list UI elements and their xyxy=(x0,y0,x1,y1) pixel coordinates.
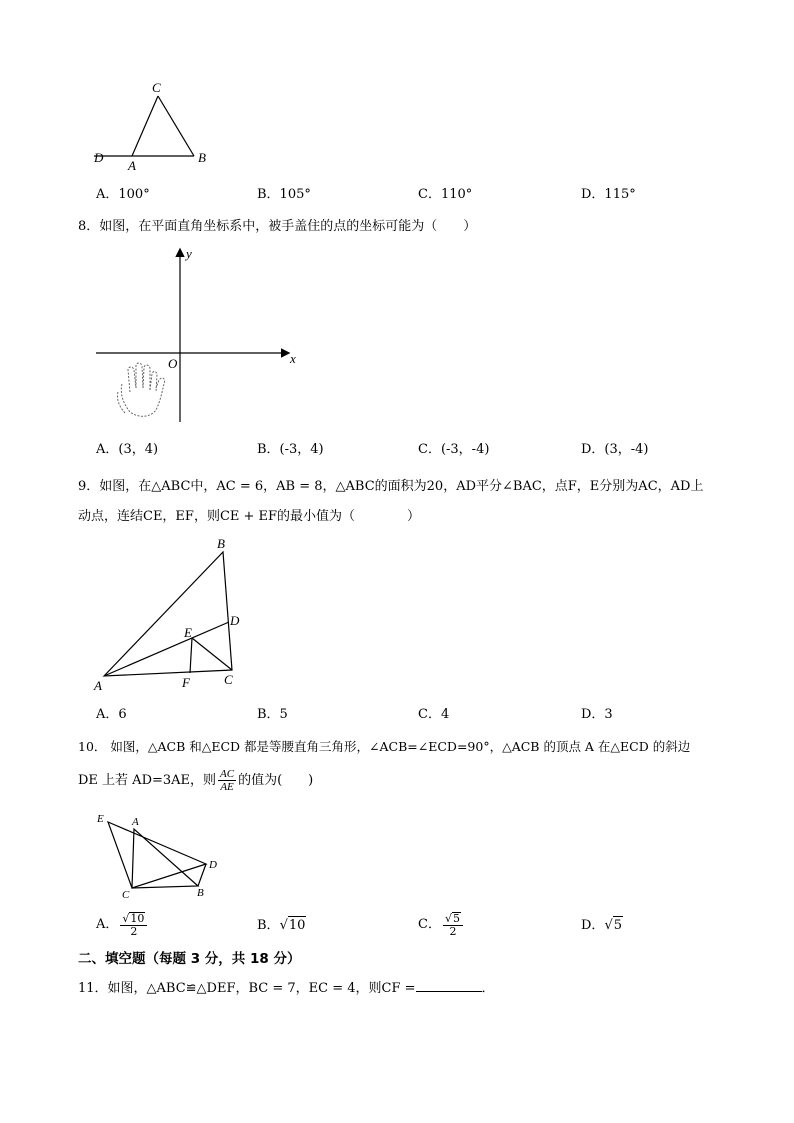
section-heading: 二、填空题（每题 3 分，共 18 分） xyxy=(78,951,301,967)
q7-label-d: D xyxy=(94,150,104,165)
q10-option-c-frac: $\frac{√5}{2}$ xyxy=(443,912,463,938)
q8-figure xyxy=(92,242,307,427)
q8-label-o: O xyxy=(168,356,178,371)
answer-blank[interactable] xyxy=(416,977,482,992)
q10-frac-den: AE xyxy=(220,781,234,793)
q10-label-c: C xyxy=(122,889,130,900)
q10-option-d-rad: 5 xyxy=(613,918,623,933)
q7-line-cb xyxy=(158,96,194,156)
q7-label-c: C xyxy=(152,80,161,95)
q11-stem-text: 11．如图，△ABC≌△DEF，BC = 7，EC = 4，则CF = xyxy=(78,981,416,996)
q10-option-b: B．√10 xyxy=(257,918,306,933)
q10-frac-num: AC xyxy=(220,768,235,780)
q9-stem-line1: 9．如图，在△ABC中，AC = 6，AB = 8，△ABC的面积为20，AD平分∠BAC，点F，E分别为AC，AD上 xyxy=(78,479,704,494)
q8-label-y: y xyxy=(186,246,192,261)
q10-label-d: D xyxy=(209,859,217,871)
q10-option-a-prefix: A． xyxy=(96,917,119,932)
q9-option-b: B．5 xyxy=(257,707,288,722)
q8-option-b: B．(-3，4) xyxy=(257,442,324,457)
q7-label-b: B xyxy=(198,150,206,165)
q8-label-x: x xyxy=(290,351,296,366)
q10-option-c-prefix: C． xyxy=(418,917,441,932)
q9-line-ef xyxy=(190,638,192,673)
q9-label-a: A xyxy=(94,678,102,693)
q9-label-e: E xyxy=(184,625,192,640)
q10-stem-line2 xyxy=(78,766,313,796)
q9-stem-line2: 动点，连结CE，EF，则CE + EF的最小值为（ ） xyxy=(78,509,421,524)
q8-option-d: D．(3，-4) xyxy=(581,442,649,457)
q11-stem xyxy=(78,977,495,998)
q10-option-b-prefix: B． xyxy=(257,918,280,933)
q7-option-b: B．105° xyxy=(257,187,311,202)
hand-icon xyxy=(117,363,164,416)
q10-triangle-acb xyxy=(132,829,198,888)
q9-line-ec xyxy=(192,638,232,670)
q9-label-c: C xyxy=(224,672,233,687)
q10-stem-line2-b: 的值为( ) xyxy=(238,773,314,788)
q10-option-d: D．√5 xyxy=(581,918,623,933)
q10-option-c xyxy=(418,908,465,942)
q7-line-ac xyxy=(132,96,158,156)
q9-label-b: B xyxy=(217,536,225,551)
q10-stem-line1: 10． 如图，△ACB 和△ECD 都是等腰直角三角形，∠ACB=∠ECD=90°，△ACB 的顶点 A 在△ECD 的斜边 xyxy=(78,739,691,754)
q7-option-c: C．110° xyxy=(418,187,473,202)
q10-label-b: B xyxy=(197,887,204,899)
q7-option-a: A．100° xyxy=(96,187,150,202)
q10-triangle-ecd xyxy=(108,822,206,888)
q10-option-a-rad: 10 xyxy=(130,911,145,925)
q10-stem-line2-a: DE 上若 AD=3AE，则 xyxy=(78,773,217,788)
q10-option-c-den: 2 xyxy=(449,924,457,938)
q10-option-b-rad: 10 xyxy=(288,918,306,933)
q10-label-a: A xyxy=(132,816,139,828)
q9-label-d: D xyxy=(230,613,240,628)
q7-figure xyxy=(88,78,218,172)
q10-option-a-den: 2 xyxy=(130,924,138,938)
q10-label-e: E xyxy=(97,813,104,825)
q9-option-d: D．3 xyxy=(581,707,613,722)
q9-label-f: F xyxy=(182,675,190,690)
q9-option-a: A．6 xyxy=(96,707,127,722)
q7-option-d: D．115° xyxy=(581,187,636,202)
q8-option-c: C．(-3，-4) xyxy=(418,442,490,457)
q10-fraction xyxy=(218,768,236,793)
q9-triangle-abc xyxy=(104,552,232,676)
q10-option-c-rad: 5 xyxy=(452,911,460,925)
q8-option-a: A．(3，4) xyxy=(96,442,159,457)
q10-figure xyxy=(94,810,224,900)
q10-line-bd xyxy=(198,864,206,886)
q10-option-d-prefix: D． xyxy=(581,918,605,933)
q10-option-a-frac: $\frac{√10}{2}$ xyxy=(120,912,147,938)
q9-figure xyxy=(90,534,250,696)
q11-stem-end: ． xyxy=(481,981,495,996)
q8-stem: 8．如图，在平面直角坐标系中，被手盖住的点的坐标可能为（ ） xyxy=(78,219,477,234)
q7-label-a: A xyxy=(128,158,136,172)
q10-option-a xyxy=(96,908,149,942)
q9-option-c: C．4 xyxy=(418,707,450,722)
q9-line-ad xyxy=(104,622,229,676)
